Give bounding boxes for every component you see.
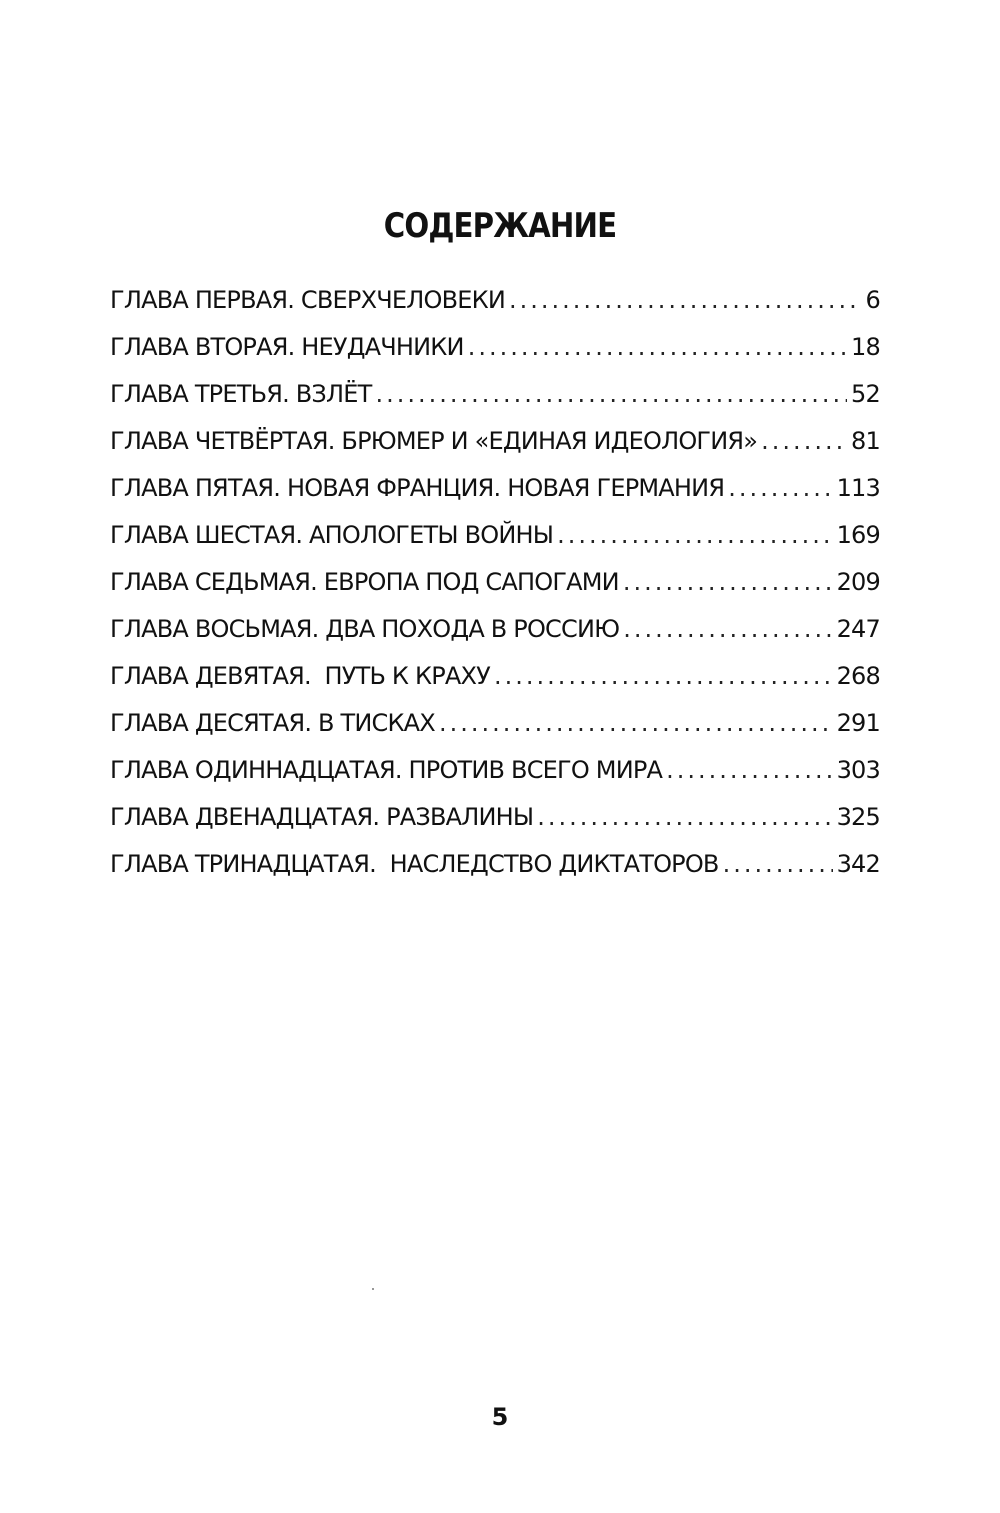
toc-dot-leader (439, 709, 833, 737)
toc-entry-title: ГЛАВА СЕДЬМАЯ. ЕВРОПА ПОД САПОГАМИ (110, 568, 619, 596)
toc-entry-title: ГЛАВА ДВЕНАДЦАТАЯ. РАЗВАЛИНЫ (110, 803, 534, 831)
toc-entry (110, 568, 880, 615)
toc-entry-title: ГЛАВА ЧЕТВЁРТАЯ. БРЮМЕР И «ЕДИНАЯ ИДЕОЛОГИЯ» (110, 427, 758, 455)
toc-entry-page: 6 (865, 286, 880, 314)
toc-entry-title: ГЛАВА ПЯТАЯ. НОВАЯ ФРАНЦИЯ. НОВАЯ ГЕРМАНИЯ (110, 474, 725, 502)
toc-entry-page: 169 (836, 521, 880, 549)
toc-heading: СОДЕРЖАНИЕ (383, 206, 617, 246)
toc-entry-title: ГЛАВА ПЕРВАЯ. СВЕРХЧЕЛОВЕКИ (110, 286, 505, 314)
toc-dot-leader (623, 615, 832, 643)
toc-entry (110, 474, 880, 521)
toc-entry-page: 268 (836, 662, 880, 690)
toc-entry-title: ГЛАВА ВТОРАЯ. НЕУДАЧНИКИ (110, 333, 464, 361)
toc-entry-title: ГЛАВА ВОСЬМАЯ. ДВА ПОХОДА В РОССИЮ (110, 615, 620, 643)
toc-entry-page: 81 (851, 427, 880, 455)
toc-entry-page: 342 (836, 850, 880, 878)
toc-dot-leader (376, 380, 848, 408)
toc-entry (110, 380, 880, 427)
toc-entry (110, 286, 880, 333)
toc-dot-leader (723, 850, 833, 878)
toc-entry (110, 850, 880, 897)
toc-entry (110, 427, 880, 474)
toc-dot-leader (623, 568, 833, 596)
toc-dot-leader (728, 474, 832, 502)
toc-entry-page: 209 (836, 568, 880, 596)
toc-entry-page: 18 (851, 333, 880, 361)
toc-entry (110, 803, 880, 850)
toc-dot-leader (666, 756, 832, 784)
toc-entry-title: ГЛАВА ТРИНАДЦАТАЯ. НАСЛЕДСТВО ДИКТАТОРОВ (110, 850, 719, 878)
stray-ink-dot (372, 1288, 374, 1290)
toc-dot-leader (494, 662, 833, 690)
toc-entry-page: 52 (851, 380, 880, 408)
toc-entry-title: ГЛАВА ШЕСТАЯ. АПОЛОГЕТЫ ВОЙНЫ (110, 521, 554, 549)
toc-entry-title: ГЛАВА ДЕСЯТАЯ. В ТИСКАХ (110, 709, 435, 737)
toc-dot-leader (761, 427, 847, 455)
toc-entry-page: 291 (836, 709, 880, 737)
toc-dot-leader (468, 333, 847, 361)
toc-entry-title: ГЛАВА ТРЕТЬЯ. ВЗЛЁТ (110, 380, 372, 408)
toc-dot-leader (557, 521, 832, 549)
toc-list (110, 286, 880, 897)
toc-entry-page: 113 (836, 474, 880, 502)
toc-entry-page: 325 (836, 803, 880, 831)
toc-entry (110, 709, 880, 756)
page-number: 5 (491, 1403, 509, 1431)
toc-entry (110, 521, 880, 568)
toc-entry (110, 756, 880, 803)
toc-entry (110, 615, 880, 662)
toc-entry (110, 662, 880, 709)
toc-entry (110, 333, 880, 380)
toc-dot-leader (537, 803, 832, 831)
toc-dot-leader (509, 286, 862, 314)
toc-entry-title: ГЛАВА ОДИННАДЦАТАЯ. ПРОТИВ ВСЕГО МИРА (110, 756, 663, 784)
toc-entry-page: 247 (836, 615, 880, 643)
toc-entry-page: 303 (836, 756, 880, 784)
toc-entry-title: ГЛАВА ДЕВЯТАЯ. ПУТЬ К КРАХУ (110, 662, 490, 690)
